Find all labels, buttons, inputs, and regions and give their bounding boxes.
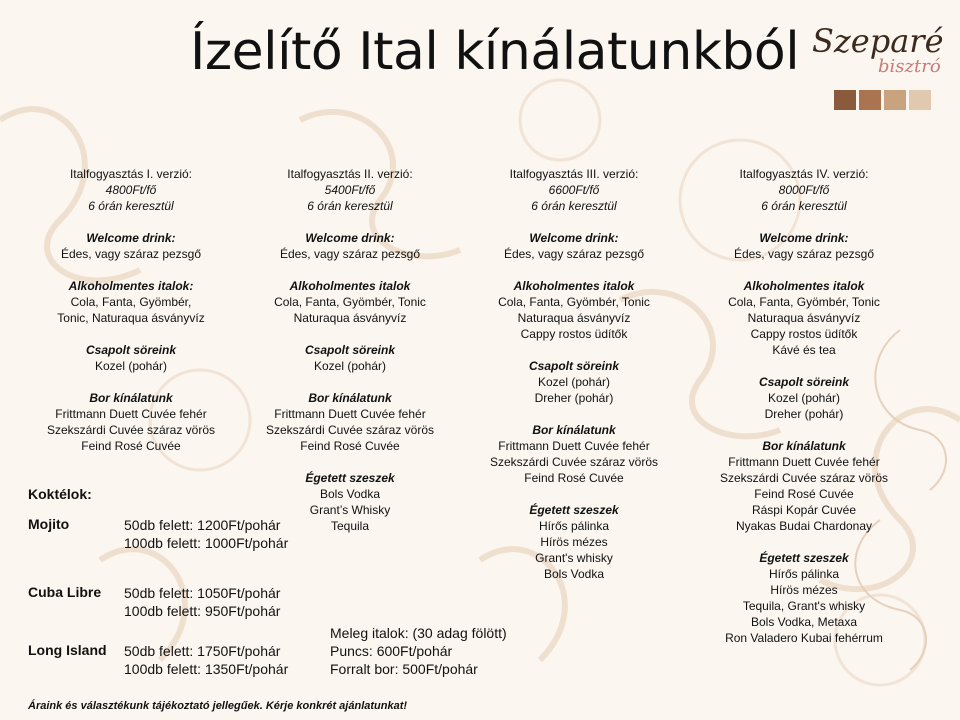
- spirit-item: Tequila: [330, 519, 370, 533]
- cocktail-price-100: 100db felett: 950Ft/pohár: [124, 603, 281, 619]
- package-header: Italfogyasztás II. verzió:: [287, 167, 413, 181]
- wine-item: Ráspi Kopár Cuvée: [751, 503, 857, 517]
- swatch-2: [859, 90, 881, 110]
- wine-item: Frittmann Duett Cuvée fehér: [274, 407, 426, 421]
- spirit-item: Hírös mézes: [540, 535, 608, 549]
- cocktail-prices-cuba-libre: [124, 584, 280, 620]
- soft-drink-item: Cappy rostos üdítők: [520, 327, 628, 341]
- package-duration: 6 órán keresztül: [531, 199, 617, 213]
- soft-drink-item: Kávé és tea: [772, 343, 836, 357]
- package-price: 4800Ft/fő: [105, 183, 157, 197]
- package-price: 6600Ft/fő: [548, 183, 600, 197]
- soft-drink-item: Cola, Fanta, Gyömbér, Tonic: [498, 295, 650, 309]
- soft-drink-item: Cappy rostos üdítők: [750, 327, 858, 341]
- warm-drinks-title: Meleg italok: (30 adag fölött): [330, 625, 507, 641]
- soft-drink-item: Cola, Fanta, Gyömbér, Tonic: [274, 295, 426, 309]
- wine-item: Frittmann Duett Cuvée fehér: [498, 439, 650, 453]
- package-header: Italfogyasztás IV. verzió:: [739, 167, 869, 181]
- spirit-item: Hírös mézes: [770, 583, 838, 597]
- beer-item: Dreher (pohár): [764, 407, 844, 421]
- soft-drink-item: Naturaqua ásványvíz: [747, 311, 861, 325]
- cocktail-prices-long-island: [124, 642, 288, 678]
- cocktail-price-100: 100db felett: 1350Ft/pohár: [124, 661, 289, 677]
- page-title: Ízelítő Ital kínálatunkból: [190, 22, 800, 82]
- spirit-item: Hírős pálinka: [538, 519, 610, 533]
- warm-drink-mulled-wine: Forralt bor: 500Ft/pohár: [330, 661, 478, 677]
- beer-title: Csapolt söreink: [85, 343, 177, 357]
- spirit-item: Bols Vodka: [319, 487, 381, 501]
- spirit-item: Hírős pálinka: [768, 567, 840, 581]
- spirits-title: Égetett szeszek: [759, 551, 849, 565]
- wine-item: Nyakas Budai Chardonay: [735, 519, 873, 533]
- package-price: 8000Ft/fő: [778, 183, 830, 197]
- spirit-item: Tequila, Grant's whisky: [742, 599, 866, 613]
- cocktail-name-mojito: Mojito: [28, 516, 70, 532]
- wine-item: Frittmann Duett Cuvée fehér: [55, 407, 207, 421]
- wine-item: Feind Rosé Cuvée: [754, 487, 854, 501]
- logo-text-sub: bisztró: [878, 56, 941, 77]
- beer-item: Kozel (pohár): [537, 375, 611, 389]
- warm-drink-punch: Puncs: 600Ft/pohár: [330, 643, 453, 659]
- package-column-2: [245, 166, 455, 534]
- wine-title: Bor kínálatunk: [532, 423, 616, 437]
- welcome-title: Welcome drink:: [529, 231, 619, 245]
- soft-drink-item: Tonic, Naturaqua ásványvíz: [57, 311, 205, 325]
- package-column-4: [699, 166, 909, 646]
- wine-item: Feind Rosé Cuvée: [81, 439, 181, 453]
- wine-item: Szekszárdi Cuvée száraz vörös: [489, 455, 659, 469]
- swatch-1: [834, 90, 856, 110]
- spirits-title: Égetett szeszek: [529, 503, 619, 517]
- cocktail-name-cuba-libre: Cuba Libre: [28, 584, 102, 600]
- welcome-text: Édes, vagy száraz pezsgő: [503, 247, 645, 261]
- swatch-3: [884, 90, 906, 110]
- cocktail-name-long-island: Long Island: [28, 642, 107, 658]
- package-price: 5400Ft/fő: [324, 183, 376, 197]
- wine-item: Feind Rosé Cuvée: [524, 471, 624, 485]
- wine-item: Szekszárdi Cuvée száraz vörös: [719, 471, 889, 485]
- logo-text-main: Szeparé: [812, 22, 944, 60]
- logo-swatches: [834, 90, 931, 110]
- soft-drinks-title: Alkoholmentes italok: [289, 279, 411, 293]
- cocktail-prices-mojito: [124, 516, 288, 552]
- soft-drinks-title: Alkoholmentes italok: [743, 279, 865, 293]
- cocktail-price-50: 50db felett: 1750Ft/pohár: [124, 643, 281, 659]
- wine-title: Bor kínálatunk: [89, 391, 173, 405]
- spirit-item: Bols Vodka, Metaxa: [750, 615, 858, 629]
- soft-drinks-title: Alkoholmentes italok:: [68, 279, 194, 293]
- spirit-item: Grant's whisky: [535, 551, 613, 565]
- soft-drink-item: Cola, Fanta, Gyömbér,: [70, 295, 192, 309]
- spirit-item: Ron Valadero Kubai fehérrum: [725, 631, 883, 645]
- cocktail-price-50: 50db felett: 1050Ft/pohár: [124, 585, 281, 601]
- wine-item: Szekszárdi Cuvée száraz vörös: [265, 423, 435, 437]
- beer-title: Csapolt söreink: [758, 375, 850, 389]
- welcome-title: Welcome drink:: [305, 231, 395, 245]
- beer-item: Kozel (pohár): [313, 359, 387, 373]
- package-duration: 6 órán keresztül: [307, 199, 393, 213]
- package-duration: 6 órán keresztül: [761, 199, 847, 213]
- package-header: Italfogyasztás III. verzió:: [509, 167, 639, 181]
- package-duration: 6 órán keresztül: [88, 199, 174, 213]
- footer-note: Áraink és választékunk tájékoztató jellegűek. Kérje konkrét ajánlatunkat!: [28, 700, 408, 712]
- package-header: Italfogyasztás I. verzió:: [69, 167, 193, 181]
- spirits-title: Égetett szeszek: [305, 471, 395, 485]
- wine-title: Bor kínálatunk: [762, 439, 846, 453]
- welcome-text: Édes, vagy száraz pezsgő: [733, 247, 875, 261]
- welcome-title: Welcome drink:: [86, 231, 176, 245]
- beer-title: Csapolt söreink: [528, 359, 620, 373]
- package-column-1: [26, 166, 236, 454]
- spirit-item: Bols Vodka: [543, 567, 605, 581]
- welcome-title: Welcome drink:: [759, 231, 849, 245]
- cocktail-price-50: 50db felett: 1200Ft/pohár: [124, 517, 281, 533]
- welcome-text: Édes, vagy száraz pezsgő: [60, 247, 202, 261]
- welcome-text: Édes, vagy száraz pezsgő: [279, 247, 421, 261]
- cocktails-title: Koktélok:: [28, 486, 92, 502]
- beer-title: Csapolt söreink: [304, 343, 396, 357]
- wine-item: Szekszárdi Cuvée száraz vörös: [46, 423, 216, 437]
- soft-drink-item: Naturaqua ásványvíz: [517, 311, 631, 325]
- soft-drink-item: Cola, Fanta, Gyömbér, Tonic: [728, 295, 880, 309]
- wine-item: Frittmann Duett Cuvée fehér: [728, 455, 880, 469]
- soft-drinks-title: Alkoholmentes italok: [513, 279, 635, 293]
- wine-title: Bor kínálatunk: [308, 391, 392, 405]
- beer-item: Kozel (pohár): [94, 359, 168, 373]
- cocktail-price-100: 100db felett: 1000Ft/pohár: [124, 535, 289, 551]
- logo: [808, 18, 948, 114]
- beer-item: Dreher (pohár): [534, 391, 614, 405]
- swatch-4: [909, 90, 931, 110]
- warm-drinks: [330, 624, 507, 678]
- soft-drink-item: Naturaqua ásványvíz: [293, 311, 407, 325]
- beer-item: Kozel (pohár): [767, 391, 841, 405]
- wine-item: Feind Rosé Cuvée: [300, 439, 400, 453]
- package-column-3: [469, 166, 679, 582]
- spirit-item: Grant’s Whisky: [309, 503, 391, 517]
